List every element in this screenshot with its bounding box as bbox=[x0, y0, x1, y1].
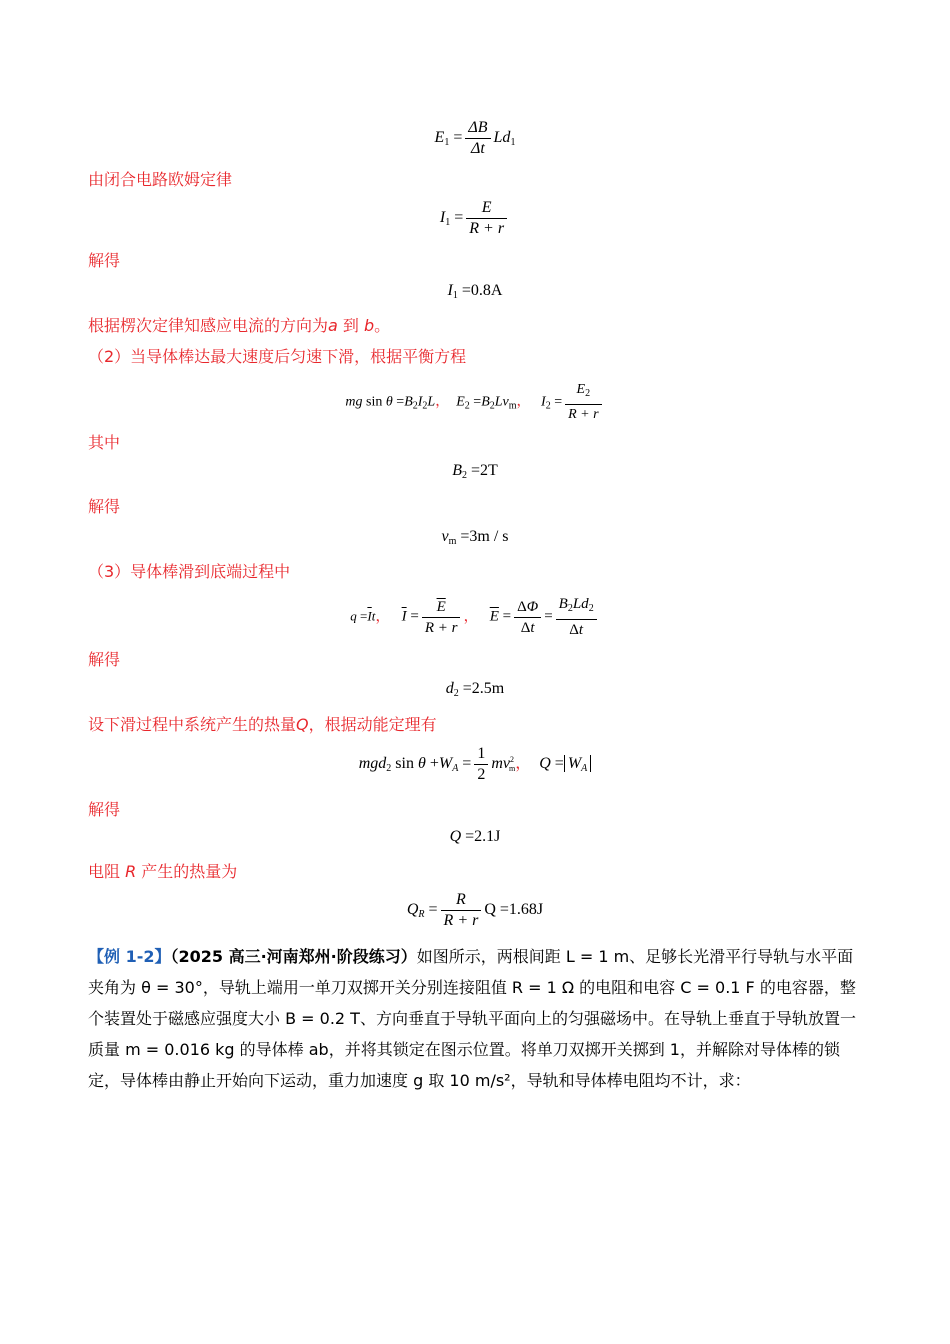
text-fragment: a bbox=[328, 316, 338, 335]
text-resistor-heat bbox=[88, 862, 237, 882]
eq-value: =0.8A bbox=[461, 282, 503, 299]
eq-symbol: Q bbox=[406, 901, 419, 919]
eq-sub: 1 bbox=[444, 137, 450, 149]
fraction-denominator: R + r bbox=[443, 912, 479, 929]
equation-q bbox=[0, 828, 950, 846]
eq-value: =2T bbox=[470, 462, 498, 479]
equation-charge: $q =\overline{I}t$， $\overline{I}$ = $\frac{\overline{E}}{R + r}$ ， $\overline{E}$ = $\frac{\Delta\Phi}{\Delta t}$ = $\frac{B_2Ld_2}{\Delta t}$ bbox=[0, 594, 950, 640]
eq-sub: 2 bbox=[461, 470, 467, 481]
eq-sub: 2 bbox=[453, 688, 459, 699]
eq-term: Ld bbox=[493, 129, 511, 147]
equation-b2 bbox=[0, 462, 950, 481]
text-solve-2: 解得 bbox=[88, 497, 121, 516]
text-solve-1: 解得 bbox=[88, 251, 121, 270]
equation-qr: $Q_R$ = $\frac{R}{R + r}$ Q =1.68J bbox=[406, 891, 544, 929]
text-fragment: 电阻 bbox=[88, 862, 126, 881]
fraction bbox=[465, 118, 490, 159]
eq-symbol: B bbox=[452, 462, 462, 479]
eq-value: =2.5m bbox=[462, 680, 505, 697]
equation-i1: $I_1$ = $\frac{E}{R + r}$ bbox=[0, 198, 950, 239]
eq-symbol: v bbox=[441, 528, 449, 545]
fraction-numerator: ΔB bbox=[465, 118, 490, 139]
fraction-denominator: Δt bbox=[471, 140, 485, 157]
eq-symbol: I bbox=[447, 282, 453, 299]
fraction: $\frac{B_2Ld_2}{\Delta t}$ bbox=[556, 594, 597, 640]
eq-sub: m bbox=[448, 536, 457, 547]
text-fragment: ，根据动能定理有 bbox=[308, 715, 437, 734]
fraction-denominator: R + r bbox=[469, 220, 505, 237]
equation-i1-value bbox=[0, 282, 950, 301]
equation-d2 bbox=[0, 680, 950, 699]
fraction-numerator: E bbox=[466, 198, 507, 219]
text-fragment: b bbox=[364, 316, 375, 335]
fraction: $\frac{\overline{E}}{R + r}$ bbox=[422, 597, 461, 638]
text-solve-3: 解得 bbox=[88, 650, 121, 669]
fraction: $\frac{1}{2}$ bbox=[474, 744, 488, 785]
eq-symbol: E bbox=[434, 129, 445, 147]
eq-value: Q =1.68J bbox=[484, 901, 544, 919]
fraction bbox=[466, 198, 507, 239]
eq-sub: 1 bbox=[452, 290, 458, 301]
eq-symbol: I bbox=[439, 209, 446, 227]
text-fragment: 产生的热量为 bbox=[136, 862, 238, 881]
eq-value: =2.1J bbox=[465, 828, 501, 845]
text-ohm-law: 由闭合电路欧姆定律 bbox=[88, 170, 233, 189]
text-fragment: 。 bbox=[374, 316, 391, 335]
example-source: （2025 高三·河南郑州·阶段练习） bbox=[170, 947, 417, 966]
text-solve-4: 解得 bbox=[88, 800, 121, 819]
eq-sub: 1 bbox=[445, 217, 451, 229]
eq-symbol: d bbox=[445, 680, 454, 697]
text-fragment: 设下滑过程中系统产生的热量 bbox=[88, 715, 297, 734]
eq-value: =3m / s bbox=[460, 528, 509, 545]
text-where: 其中 bbox=[88, 433, 121, 452]
text-fragment: Q bbox=[296, 715, 309, 734]
fraction-numerator: R bbox=[441, 890, 482, 911]
eq-sub: R bbox=[418, 909, 425, 921]
text-part-2: （2）当导体棒达最大速度后匀速下滑，根据平衡方程 bbox=[88, 347, 467, 366]
eq-sub: 1 bbox=[510, 137, 516, 149]
fraction: $\frac{E_2}{R + r}$ bbox=[565, 380, 601, 425]
text-heat bbox=[88, 715, 437, 735]
text-fragment: 根据楞次定律知感应电流的方向为 bbox=[88, 316, 329, 335]
equation-energy: mgd$_2$ $\sin \theta +W_A$ = $\frac{1}{2}$ $mv^2_m$， $Q = W_A$ bbox=[0, 744, 950, 785]
equation-e1: $E_1$ = $\frac{\Delta B}{\Delta t}$ $Ld_1$ bbox=[434, 119, 516, 157]
example-body: 如图所示，两根间距 L = 1 m、足够长光滑平行导轨与水平面夹角为 θ = 30°，导轨上端用一单刀双掷开关分别连接阻值 R = 1 Ω 的电阻和电容 C = 0.1 F 的电容器，整个装置处于磁感应强度大小 B = 0.2 T、方向垂直于导轨平面向上的匀强磁场中。在导轨上垂直于导轨放置一质量 m = 0.016 kg 的导体棒 ab，并将其锁定在图示位置。将单刀双掷开关掷到 1，并解除对导体棒的锁定，导体棒由静止开始向下运动，重力加速度 g 取 10 m/s²，导轨和导体棒电阻均不计，求： bbox=[88, 947, 856, 1090]
text-fragment: 到 bbox=[337, 316, 365, 335]
fraction: $\frac{\Delta\Phi}{\Delta t}$ bbox=[514, 597, 541, 638]
eq-symbol: Q bbox=[449, 828, 462, 845]
equation-vm bbox=[0, 528, 950, 547]
fraction bbox=[441, 890, 482, 931]
text-fragment: R bbox=[125, 862, 137, 881]
text-lenz bbox=[88, 316, 390, 336]
example-tag: 【例 1-2】 bbox=[88, 947, 171, 966]
example-paragraph bbox=[88, 941, 868, 1096]
text-part-3: （3）导体棒滑到底端过程中 bbox=[88, 562, 291, 581]
equation-balance: mg $\sin \theta =B_2I_2L$， $E_2 =B_2Lv_m$， $I_2$ = $\frac{E_2}{R + r}$ bbox=[0, 380, 950, 425]
